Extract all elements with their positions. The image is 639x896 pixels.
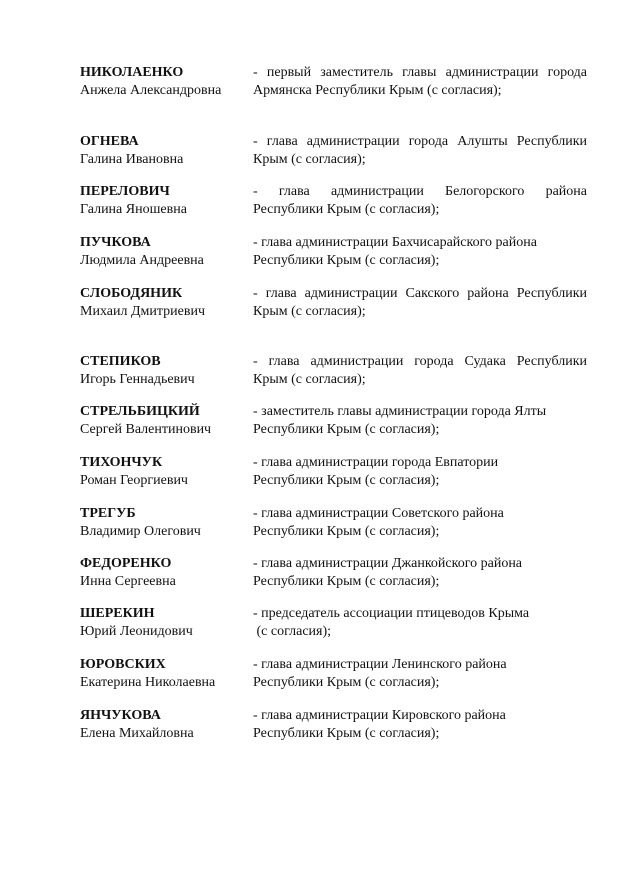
member-role: [253, 64, 587, 100]
member-role-line-1: - глава администрации Бахчисарайского района: [253, 235, 537, 250]
member-role-line-1: - глава администрации города Судака Республики: [253, 354, 587, 369]
member-role-line-2: Крым (с согласия);: [253, 372, 366, 387]
member-given-name: Елена Михайловна: [80, 726, 194, 741]
member-role-line-1: - глава администрации города Евпатории: [253, 455, 499, 470]
member-entry-perelovich: [0, 183, 639, 223]
member-given-name: Анжела Александровна: [80, 83, 222, 98]
member-role-line-2: (с согласия);: [253, 624, 332, 639]
member-entry-tregub: [0, 505, 639, 545]
member-role: [253, 656, 587, 692]
member-entry-nikolaenko: [0, 64, 639, 104]
member-given-name: Екатерина Николаевна: [80, 675, 216, 690]
member-surname: ТИХОНЧУК: [80, 455, 163, 470]
member-role: [253, 707, 587, 743]
member-role-line-2: Республики Крым (с согласия);: [253, 202, 440, 217]
member-given-name: Сергей Валентинович: [80, 422, 212, 437]
member-role-line-1: - глава администрации Кировского района: [253, 708, 506, 723]
member-role-line-1: - глава администрации Ленинского района: [253, 657, 507, 672]
member-entry-yanchukova: [0, 707, 639, 747]
member-surname: ШЕРЕКИН: [80, 606, 155, 621]
member-role-line-2: Армянска Республики Крым (с согласия);: [253, 83, 502, 98]
member-given-name: Галина Ивановна: [80, 152, 184, 167]
member-role-line-1: - глава администрации Джанкойского района: [253, 556, 523, 571]
member-role: [253, 234, 587, 270]
member-given-name: Игорь Геннадьевич: [80, 372, 195, 387]
member-given-name: Людмила Андреевна: [80, 253, 204, 268]
member-surname: ПЕРЕЛОВИЧ: [80, 184, 170, 199]
member-surname: ОГНЕВА: [80, 134, 139, 149]
member-entry-ogneva: [0, 133, 639, 173]
member-role-line-1: - глава администрации Советского района: [253, 506, 504, 521]
member-entry-slobodyanik: [0, 285, 639, 325]
member-entry-puchkova: [0, 234, 639, 274]
member-role-line-2: Республики Крым (с согласия);: [253, 473, 440, 488]
member-given-name: Галина Яношевна: [80, 202, 187, 217]
member-role-line-1: - глава администрации Сакского района Республики: [253, 286, 587, 301]
member-role-line-2: Республики Крым (с согласия);: [253, 726, 440, 741]
member-role: [253, 353, 587, 389]
member-role-line-1: - председатель ассоциации птицеводов Крыма: [253, 606, 530, 621]
member-role: [253, 285, 587, 321]
member-surname: ПУЧКОВА: [80, 235, 151, 250]
member-given-name: Инна Сергеевна: [80, 574, 176, 589]
member-role: [253, 555, 587, 591]
member-role: [253, 403, 587, 439]
member-surname: СЛОБОДЯНИК: [80, 286, 183, 301]
member-given-name: Михаил Дмитриевич: [80, 304, 205, 319]
member-entry-tikhonchuk: [0, 454, 639, 494]
member-role: [253, 505, 587, 541]
member-given-name: Владимир Олегович: [80, 524, 201, 539]
member-entry-yurovskikh: [0, 656, 639, 696]
member-role: [253, 183, 587, 219]
member-role-line-1: - глава администрации города Алушты Республики: [253, 134, 587, 149]
member-surname: СТЕПИКОВ: [80, 354, 161, 369]
member-role-line-1: - глава администрации Белогорского района: [253, 184, 587, 199]
member-role: [253, 605, 587, 641]
member-surname: НИКОЛАЕНКО: [80, 65, 184, 80]
member-role-line-1: - первый заместитель главы администрации города: [253, 65, 587, 80]
member-surname: ЯНЧУКОВА: [80, 708, 161, 723]
member-role-line-2: Республики Крым (с согласия);: [253, 524, 440, 539]
member-role: [253, 454, 587, 490]
member-surname: СТРЕЛЬБИЦКИЙ: [80, 404, 200, 419]
member-role-line-2: Республики Крым (с согласия);: [253, 253, 440, 268]
member-role-line-2: Республики Крым (с согласия);: [253, 574, 440, 589]
member-entry-fedorenko: [0, 555, 639, 595]
member-role-line-1: - заместитель главы администрации города Ялты: [253, 404, 547, 419]
member-role-line-2: Крым (с согласия);: [253, 304, 366, 319]
member-entry-stepikov: [0, 353, 639, 393]
member-role: [253, 133, 587, 169]
member-entry-sherekin: [0, 605, 639, 645]
member-role-line-2: Крым (с согласия);: [253, 152, 366, 167]
member-given-name: Роман Георгиевич: [80, 473, 188, 488]
member-given-name: Юрий Леонидович: [80, 624, 193, 639]
member-surname: ТРЕГУБ: [80, 506, 136, 521]
member-role-line-2: Республики Крым (с согласия);: [253, 422, 440, 437]
member-surname: ФЕДОРЕНКО: [80, 556, 172, 571]
member-surname: ЮРОВСКИХ: [80, 657, 166, 672]
member-role-line-2: Республики Крым (с согласия);: [253, 675, 440, 690]
member-entry-strelbitsky: [0, 403, 639, 443]
